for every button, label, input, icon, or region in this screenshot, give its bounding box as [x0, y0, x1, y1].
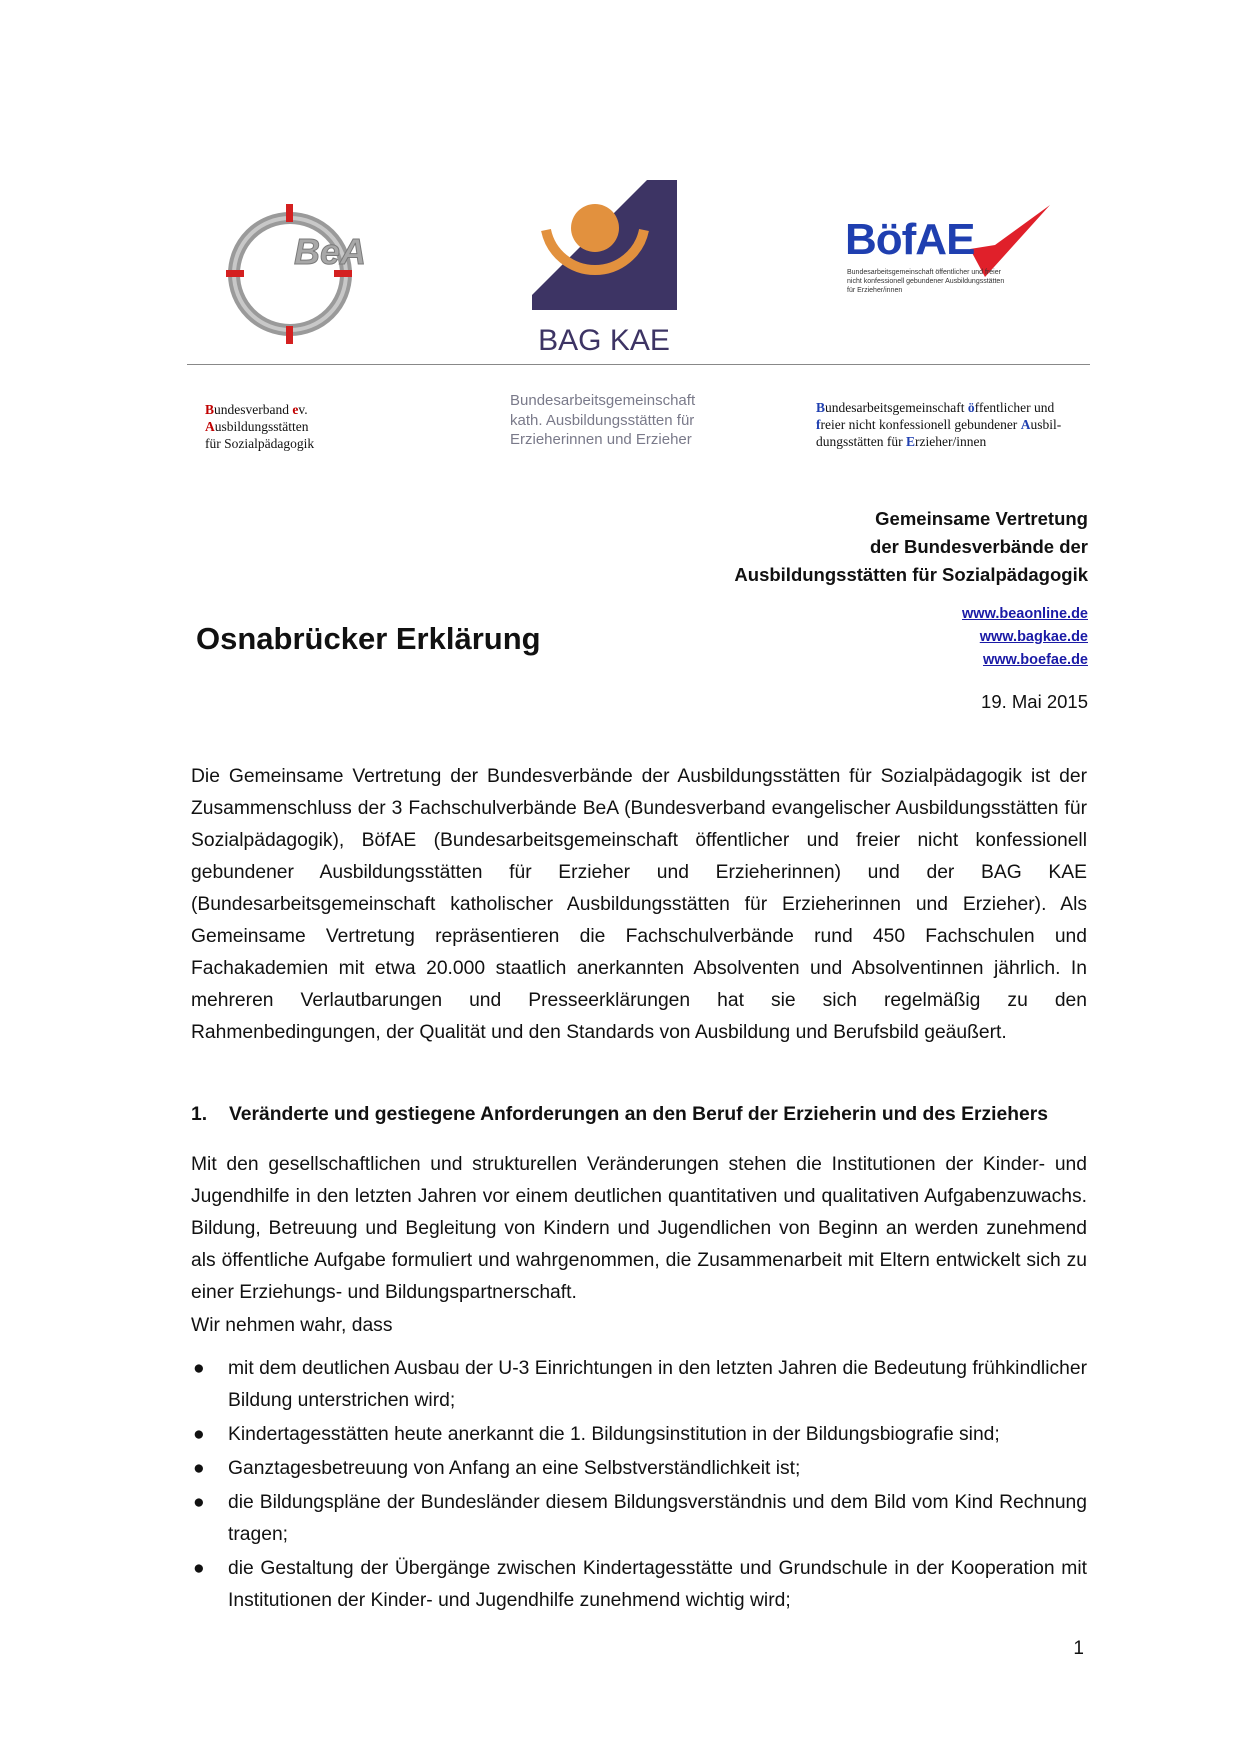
bullet-icon: ●	[193, 1558, 205, 1579]
bag-kae-logo	[532, 180, 682, 360]
org-name-bag-kae: Bundesarbeitsgemeinschaft kath. Ausbildungsstätten für Erzieherinnen und Erzieher	[510, 392, 696, 448]
section-number: 1.	[191, 1104, 208, 1125]
link-beaonline[interactable]: www.beaonline.de	[962, 606, 1088, 622]
section-title: Veränderte und gestiegene Anforderungen an den Beruf der Erzieherin und des Erziehers	[229, 1104, 1048, 1125]
website-links	[962, 603, 1088, 672]
intro-paragraph: Die Gemeinsame Vertretung der Bundesverbände der Ausbildungsstätten für Sozialpädagogik ist der Zusammenschluss der 3 Fachschulverbände BeA (Bundesverband evangelischer Ausbildungsstätten für Sozialpädagogik), BöfAE (Bundesarbeitsgemeinschaft öffentlicher und freier nicht konfessionell gebundener Ausbildungsstätten für Erzieher und Erzieherinnen) und der BAG KAE (Bundesarbeitsgemeinschaft katholischer Ausbildungsstätten für Erzieherinnen und Erzieher). Als Gemeinsame Vertretung repräsentieren die Fachschulverbände rund 450 Fachschulen und Fachakademien mit etwa 20.000 staatlich anerkannten Absolventen und Absolventinnen jährlich. In mehreren Verlautbarungen und Presseerklärungen hat sie sich regelmäßig zu den Rahmenbedingungen, der Qualität und den Standards von Ausbildung und Berufsbild geäußert.	[191, 766, 1087, 1043]
bullet-icon: ●	[193, 1358, 205, 1379]
list-item: ● die Gestaltung der Übergänge zwischen Kindertagesstätte und Grundschule in der Kooperation mit Institutionen der Kinder- und Jugendhilfe zunehmend wichtig wird;	[191, 1553, 1087, 1617]
document-title: Osnabrücker Erklärung	[196, 621, 541, 656]
bofae-logo	[845, 205, 1050, 305]
rep-line: der Bundesverbände der	[870, 536, 1088, 557]
bullet-lead-in: Wir nehmen wahr, dass	[191, 1315, 393, 1336]
bea-logo	[222, 196, 392, 346]
joint-representation-heading	[734, 505, 1088, 589]
org-name-bea: Bundesverband ev. Ausbildungsstätten für Sozialpädagogik	[205, 402, 315, 451]
bofae-logo-subtext: Bundesarbeitsgemeinschaft öffentlicher und freier nicht konfessionell gebundener Ausbildungsstätten für Erzieher/innen	[847, 269, 1005, 294]
list-item: ● mit dem deutlichen Ausbau der U-3 Einrichtungen in den letzten Jahren die Bedeutung frühkindlicher Bildung unterstrichen wird;	[191, 1353, 1087, 1417]
rep-line: Gemeinsame Vertretung	[875, 508, 1088, 529]
bullet-icon: ●	[193, 1492, 205, 1513]
list-item: ● Kindertagesstätten heute anerkannt die 1. Bildungsinstitution in der Bildungsbiografie sind;	[191, 1419, 1087, 1451]
section-1-paragraph: Mit den gesellschaftlichen und strukturellen Veränderungen stehen die Institutionen der Kinder- und Jugendhilfe in den letzten Jahren vor einem deutlichen quantitativen und qualitativen Aufgabenzuwachs. Bildung, Betreuung und Begleitung von Kindern und Jugendlichen von Beginn an werden zunehmend als öffentliche Aufgabe formuliert und wahrgenommen, die Zusammenarbeit mit Eltern entwickelt sich zu einer Erziehungs- und Bildungspartnerschaft.	[191, 1154, 1087, 1303]
org-name-bofae: Bundesarbeitsgemeinschaft öffentlicher und freier nicht konfessionell gebundener Ausbil- dungsstätten für Erzieher/innen	[816, 400, 1062, 449]
bullet-icon: ●	[193, 1458, 205, 1479]
bofae-logo-text: BöfAE	[845, 215, 975, 264]
bag-kae-logo-text: BAG KAE	[538, 324, 670, 357]
list-item: ● Ganztagesbetreuung von Anfang an eine Selbstverständlichkeit ist;	[191, 1453, 1087, 1485]
bullet-icon: ●	[193, 1424, 205, 1445]
page-number: 1	[1073, 1638, 1084, 1659]
link-boefae[interactable]: www.boefae.de	[982, 652, 1088, 668]
observation-list	[191, 1353, 1087, 1619]
section-1-heading	[191, 1104, 1091, 1126]
header-divider	[187, 364, 1090, 365]
list-item: ● die Bildungspläne der Bundesländer diesem Bildungsverständnis und dem Bild vom Kind Rechnung tragen;	[191, 1487, 1087, 1551]
document-date: 19. Mai 2015	[981, 691, 1088, 712]
bea-logo-text: BeA	[294, 231, 367, 272]
rep-line: Ausbildungsstätten für Sozialpädagogik	[734, 564, 1088, 585]
link-bagkae[interactable]: www.bagkae.de	[979, 629, 1088, 645]
